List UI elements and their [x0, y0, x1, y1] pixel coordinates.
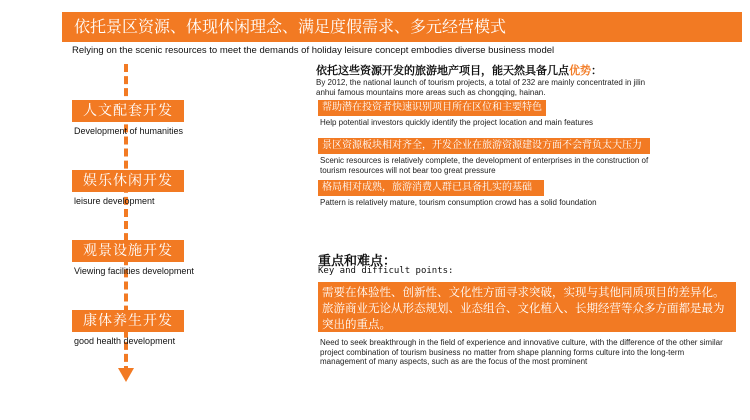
step-viewing: 观景设施开发	[72, 240, 184, 262]
key-points-title-en: Key and difficult points:	[318, 266, 454, 276]
question-title	[316, 62, 736, 78]
advantage-en-3: Pattern is relatively mature, tourism consumption crowd has a solid foundation	[320, 198, 597, 207]
step-humanities-en: Development of humanities	[74, 126, 184, 136]
step-health-en: good health development	[74, 336, 176, 346]
key-points-body-en: Need to seek breakthrough in the field of experience and innovative culture, with the difference of the other similar project combination of tourism business no matter from shape planning forms culture into the long-term management of many aspects, such as are the focus of the most prominent	[320, 338, 723, 366]
advantage-en-2: Scenic resources is relatively complete, the development of enterprises in the construction of tourism resources will not bear too great pressure	[320, 156, 649, 175]
advantage-bar-3: 格局相对成熟，旅游消费人群已具备扎实的基础	[318, 180, 544, 196]
advantage-bar-1: 帮助潜在投资者快速识别项目所在区位和主要特色	[318, 100, 546, 116]
question-title-highlight: 优势	[569, 64, 591, 77]
question-title-text: 依托这些资源开发的旅游地产项目，能天然具备几点	[316, 64, 569, 77]
advantage-bar-2: 景区资源板块相对齐全，开发企业在旅游资源建设方面不会背负太大压力	[318, 138, 650, 154]
step-leisure-en: leisure development	[74, 196, 155, 206]
header-title: 依托景区资源、体现休闲理念、满足度假需求、多元经营模式	[74, 17, 507, 36]
header-subtitle: Relying on the scenic resources to meet the demands of holiday leisure concept embodies diverse business model	[72, 45, 555, 56]
step-humanities: 人文配套开发	[72, 100, 184, 122]
step-health: 康体养生开发	[72, 310, 184, 332]
advantage-en-1: Help potential investors quickly identify the project location and main features	[320, 118, 594, 127]
question-body: By 2012, the national launch of tourism projects, a total of 232 are mainly concentrated in jilin anhui famous mountains more areas such as chongqing, hainan.	[316, 78, 646, 97]
arrow-down-icon	[118, 368, 134, 382]
step-viewing-en: Viewing facilities development	[74, 266, 194, 276]
step-leisure: 娱乐休闲开发	[72, 170, 184, 192]
question-title-suffix: ：	[591, 64, 602, 77]
key-points-body: 需要在体验性、创新性、文化性方面寻求突破，实现与其他同质项目的差异化。旅游商业无论从形态规划、业态组合、文化植入、长期经营等众多方面都是最为突出的重点。	[318, 282, 736, 332]
key-points-title: 重点和难点：	[318, 254, 397, 269]
header-banner	[62, 12, 742, 42]
